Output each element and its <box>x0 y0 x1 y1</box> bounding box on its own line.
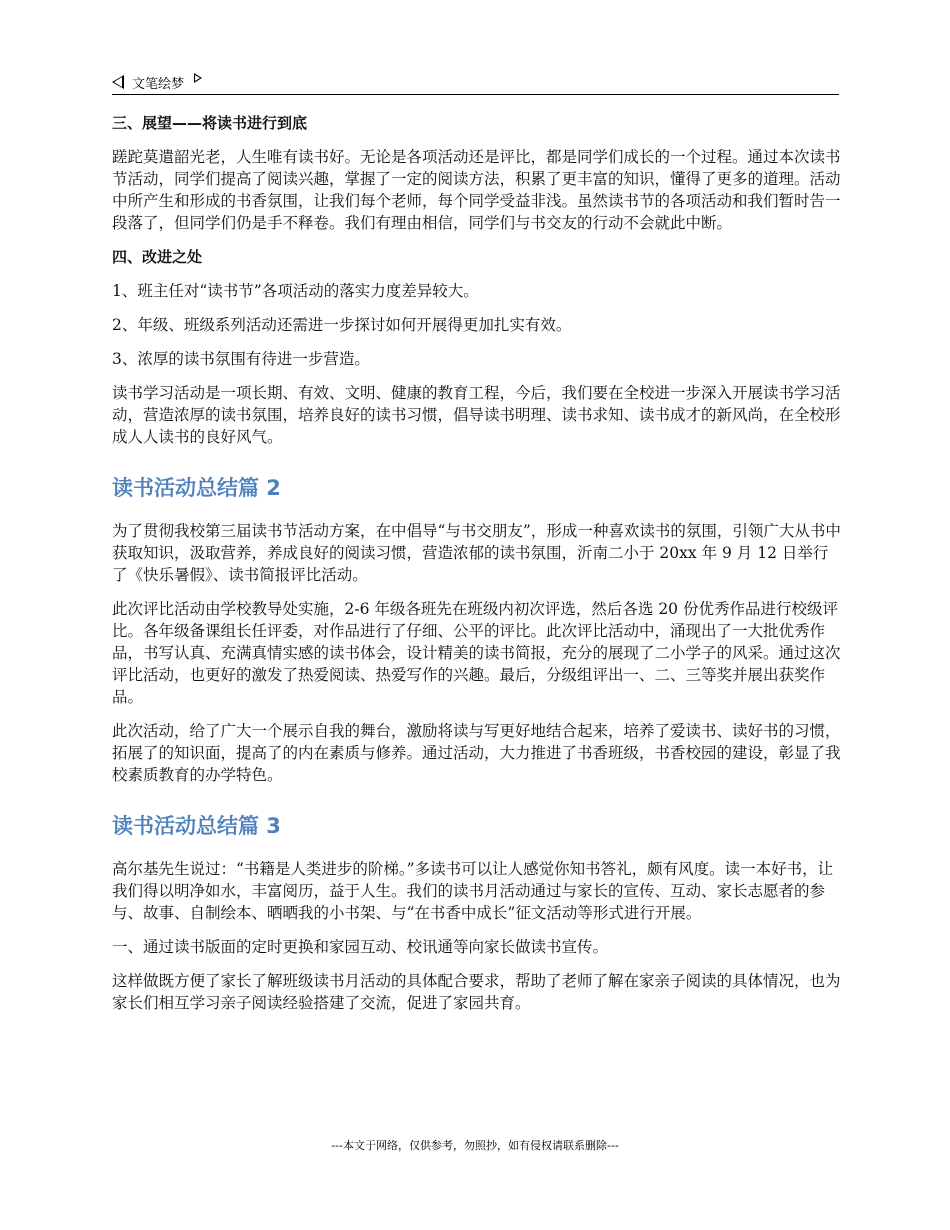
paragraph: 蹉跎莫遣韶光老，人生唯有读书好。无论是各项活动还是评比，都是同学们成长的一个过程。通过本次读书节活动，同学们提高了阅读兴趣，掌握了一定的阅读方法，积累了更丰富的知识，懂得了更多的道理。活动中所产生和形成的书香氛围，让我们每个老师，每个同学受益非浅。虽然读书节的各项活动和我们暂时告一段落了，但同学们仍是手不释卷。我们有理由相信，同学们与书交友的行动不会就此中断。 <box>112 148 841 232</box>
paragraph: 此次评比活动由学校教导处实施，2-6 年级各班先在班级内初次评选，然后各选 20 份优秀作品进行校级评比。各年级备课组长任评委，对作品进行了仔细、公平的评比。此次评比活动中，涌现出了一大批优秀作品，书写认真、充满真情实感的读书体会，设计精美的读书简报，充分的展现了二小学子的风采。通过这次评比活动，也更好的激发了热爱阅读、热爱写作的兴趣。最后，分级组评出一、二、三等奖并展出获奖作品。 <box>112 600 841 706</box>
paragraph: 一、通过读书版面的定时更换和家园互动、校讯通等向家长做读书宣传。 <box>112 938 609 956</box>
section-heading-improvements: 四、改进之处 <box>112 248 203 266</box>
header-brand: 文笔绘梦 <box>132 76 185 92</box>
article-title: 读书活动总结篇 3 <box>112 814 281 838</box>
list-item: 3、浓厚的读书氛围有待进一步营造。 <box>112 350 370 368</box>
page-header <box>112 70 839 95</box>
list-item: 1、班主任对“读书节”各项活动的落实力度差异较大。 <box>112 282 479 300</box>
paragraph: 此次活动，给了广大一个展示自我的舞台，激励将读与写更好地结合起来，培养了爱读书、读好书的习惯，拓展了的知识面，提高了的内在素质与修养。通过活动，大力推进了书香班级，书香校园的建设，彰显了我校素质教育的办学特色。 <box>112 722 841 784</box>
paragraph: 这样做既方便了家长了解班级读书月活动的具体配合要求，帮助了老师了解在家亲子阅读的具体情况，也为家长们相互学习亲子阅读经验搭建了交流，促进了家园共育。 <box>112 972 841 1012</box>
list-item: 2、年级、班级系列活动还需进一步探讨如何开展得更加扎实有效。 <box>112 316 572 334</box>
triangle-left-icon <box>112 75 124 89</box>
document-body <box>112 112 842 1026</box>
triangle-right-icon <box>194 73 202 83</box>
paragraph: 为了贯彻我校第三届读书节活动方案，在中倡导“与书交朋友”，形成一种喜欢读书的氛围，引领广大从书中获取知识，汲取营养，养成良好的阅读习惯，营造浓郁的读书氛围，沂南二小于 20xx 年 9 月 12 日举行了《快乐暑假》、读书简报评比活动。 <box>112 522 841 584</box>
page-footer-disclaimer: ---本文于网络，仅供参考，勿照抄，如有侵权请联系删除--- <box>331 1139 619 1152</box>
paragraph: 读书学习活动是一项长期、有效、文明、健康的教育工程，今后，我们要在全校进一步深入开展读书学习活动，营造浓厚的读书氛围，培养良好的读书习惯，倡导读书明理、读书求知、读书成才的新风尚，在全校形成人人读书的良好风气。 <box>112 384 841 446</box>
article-title: 读书活动总结篇 2 <box>112 476 281 500</box>
paragraph: 高尔基先生说过：“书籍是人类进步的阶梯。”多读书可以让人感觉你知书答礼，颇有风度。读一本好书，让我们得以明净如水，丰富阅历，益于人生。我们的读书月活动通过与家长的宣传、互动、家长志愿者的参与、故事、自制绘本、晒晒我的小书架、与“在书香中成长”征文活动等形式进行开展。 <box>112 860 834 922</box>
section-heading-outlook: 三、展望——将读书进行到底 <box>112 114 308 132</box>
